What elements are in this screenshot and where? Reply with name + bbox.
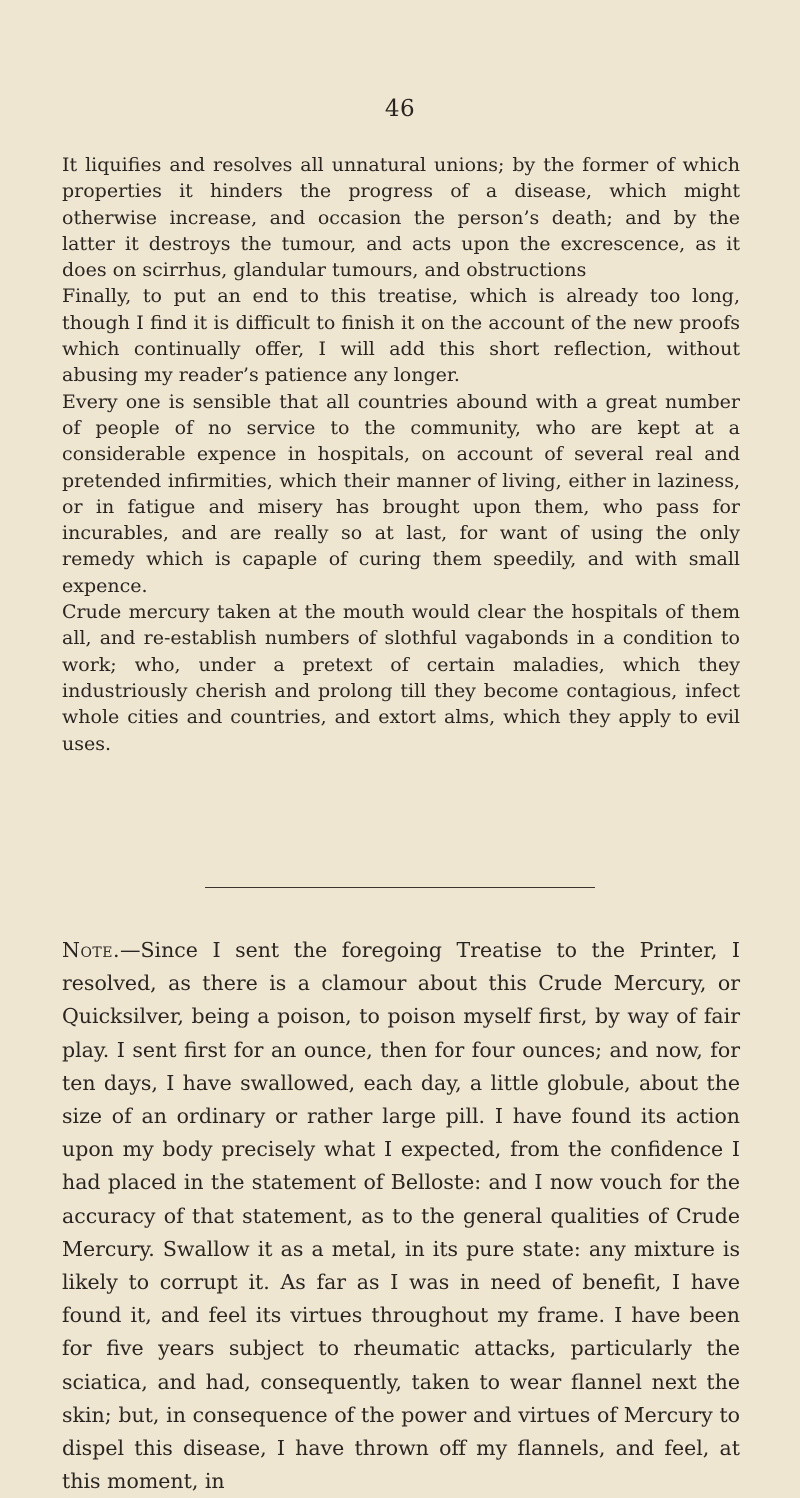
main-text [62,152,740,757]
page-number: 46 [384,96,416,122]
section-divider [205,887,595,888]
note-section [62,934,740,1498]
paragraph-liquifies: It liquifies and resolves all unnatural unions; by the former of which properties it hinders the progress of a disease, which might otherwise increase, and occasion the person’s death; and by the latter it destroys the tumour, and acts upon the excrescence, as it does on scirrhus, glandular tumours, and obstructions [62,154,740,282]
note-paragraph [62,934,740,1498]
paragraph-finally: Finally, to put an end to this treatise, which is already too long, though I find it is difficult to finish it on the account of the new proofs which continually offer, I will add this short reflection, without abusing my reader’s patience any longer. [62,285,740,387]
paragraph-every-one: Every one is sensible that all countries abound with a great number of people of no service to the community, who are kept at a considerable expence in hospitals, on account of several real and pretended infirmities, which their manner of living, either in laziness, or in fatigue and misery has brought upon them, who pass for incurables, and are really so at last, for want of using the only remedy which is capaple of curing them speedily, and with small expence. [62,390,740,597]
note-label: Note. [62,938,120,962]
note-text: —Since I sent the foregoing Treatise to the Printer, I resolved, as there is a clamour about this Crude Mercury, or Quicksilver, being a poison, to poison myself first, by way of fair play. I sent first for an ounce, then for four ounces; and now, for ten days, I have swallowed, each day, a little globule, about the size of an ordinary or rather large pill. I have found its action upon my body precisely what I expected, from the confidence I had placed in the statement of Belloste: and I now vouch for the accuracy of that statement, as to the general qualities of Crude Mercury. Swallow it as a metal, in its pure state: any mixture is likely to corrupt it. As far as I was in need of benefit, I have found it, and feel its virtues throughout my frame. I have been for five years subject to rheumatic attacks, particularly the sciatica, and had, consequently, taken to wear flannel next the skin; but, in consequence of the power and virtues of Mercury to dispel this disease, I have thrown off my flannels, and feel, at this moment, in [62,938,740,1494]
paragraph-crude-mercury: Crude mercury taken at the mouth would clear the hospitals of them all, and re-establish numbers of slothful vagabonds in a condition to work; who, under a pretext of certain maladies, which they industriously cherish and prolong till they become contagious, infect whole cities and countries, and extort alms, which they apply to evil uses. [62,601,740,755]
